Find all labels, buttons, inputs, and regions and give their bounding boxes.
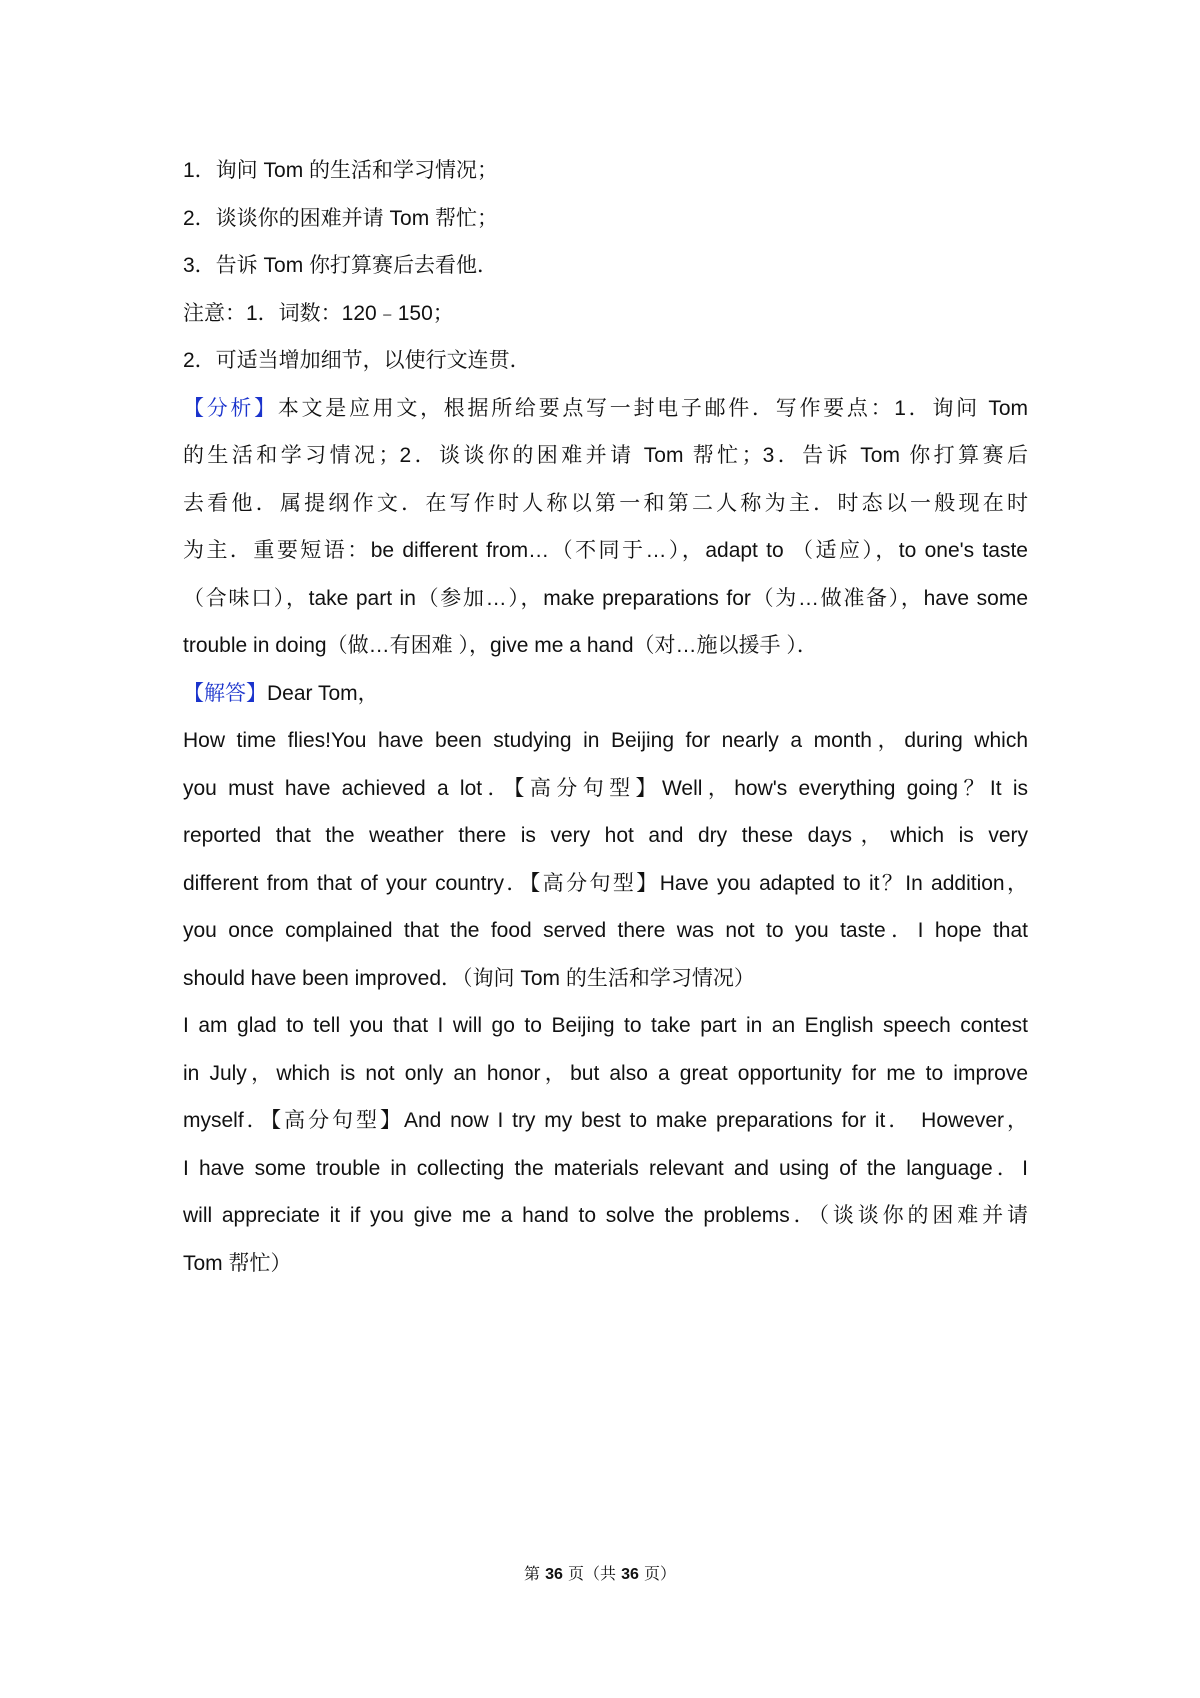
footer-prefix: 第	[524, 1564, 546, 1583]
answer-line-12: Tom 帮忙）	[183, 1251, 292, 1275]
analysis-line-6: trouble in doing（做…有困难 ），give me a hand（对…施以援手 ）．	[183, 634, 818, 657]
document-body	[183, 147, 1028, 1287]
answer-line-5: you once complained that the food served there was not to you taste．I hope that	[183, 919, 1028, 942]
note-word-count: 注意：1．词数：120﹣150；	[183, 301, 454, 325]
answer-label: 【解答】	[183, 681, 267, 705]
analysis-label: 【分析】	[183, 396, 278, 420]
answer-line-11: will appreciate it if you give me a hand to solve the problems．（谈谈你的困难并请	[183, 1204, 1028, 1227]
requirement-2: 2．谈谈你的困难并请 Tom 帮忙；	[183, 206, 499, 230]
requirement-1: 1．询问 Tom 的生活和学习情况；	[183, 159, 499, 182]
answer-line-1: How time flies!You have been studying in Beijing for nearly a month，during which	[183, 729, 1028, 752]
answer-line-10: I have some trouble in collecting the materials relevant and using of the language．I	[183, 1156, 1028, 1180]
answer-greeting: Dear Tom，	[267, 681, 379, 705]
answer-line-6: should have been improved．（询问 Tom 的生活和学习情况）	[183, 966, 755, 990]
note-details: 2．可适当增加细节，以使行文连贯．	[183, 349, 531, 372]
analysis-line-3: 去看他．属提纲作文．在写作时人称以第一和第二人称为主．时态以一般现在时	[183, 491, 1028, 515]
analysis-text-1: 本文是应用文，根据所给要点写一封电子邮件．写作要点：1．询问 Tom	[277, 396, 1029, 420]
answer-line-2: you must have achieved a lot．【高分句型】Well，how's everything going？It is	[183, 776, 1028, 800]
answer-line-3: reported that the weather there is very hot and dry these days，which is very	[183, 824, 1028, 847]
requirement-3: 3．告诉 Tom 你打算赛后去看他．	[183, 254, 499, 277]
answer-heading	[183, 670, 1028, 718]
analysis-line-5: （合味口），take part in（参加…），make preparations for（为…做准备），have some	[183, 586, 1028, 610]
page-footer	[0, 1561, 1200, 1584]
analysis-line-2: 的生活和学习情况；2．谈谈你的困难并请 Tom 帮忙；3．告诉 Tom 你打算赛后	[183, 444, 1028, 467]
answer-line-8: in July，which is not only an honor，but also a great opportunity for me to improve	[183, 1061, 1028, 1085]
analysis-line-1	[183, 385, 1028, 433]
footer-total-pages: 36	[621, 1566, 639, 1583]
footer-suffix: 页）	[638, 1564, 676, 1583]
answer-line-7: I am glad to tell you that I will go to Beijing to take part in an English speech contest	[183, 1014, 1028, 1037]
answer-line-9: myself．【高分句型】And now I try my best to make preparations for it． However，	[183, 1109, 1028, 1132]
footer-middle: 页（共	[562, 1564, 622, 1583]
analysis-line-4: 为主．重要短语：be different from…（不同于…），adapt to （适应），to one's taste	[183, 539, 1028, 562]
answer-line-4: different from that of your country．【高分句型】Have you adapted to it？In addition，	[183, 871, 1028, 895]
footer-page-number: 36	[545, 1566, 563, 1583]
